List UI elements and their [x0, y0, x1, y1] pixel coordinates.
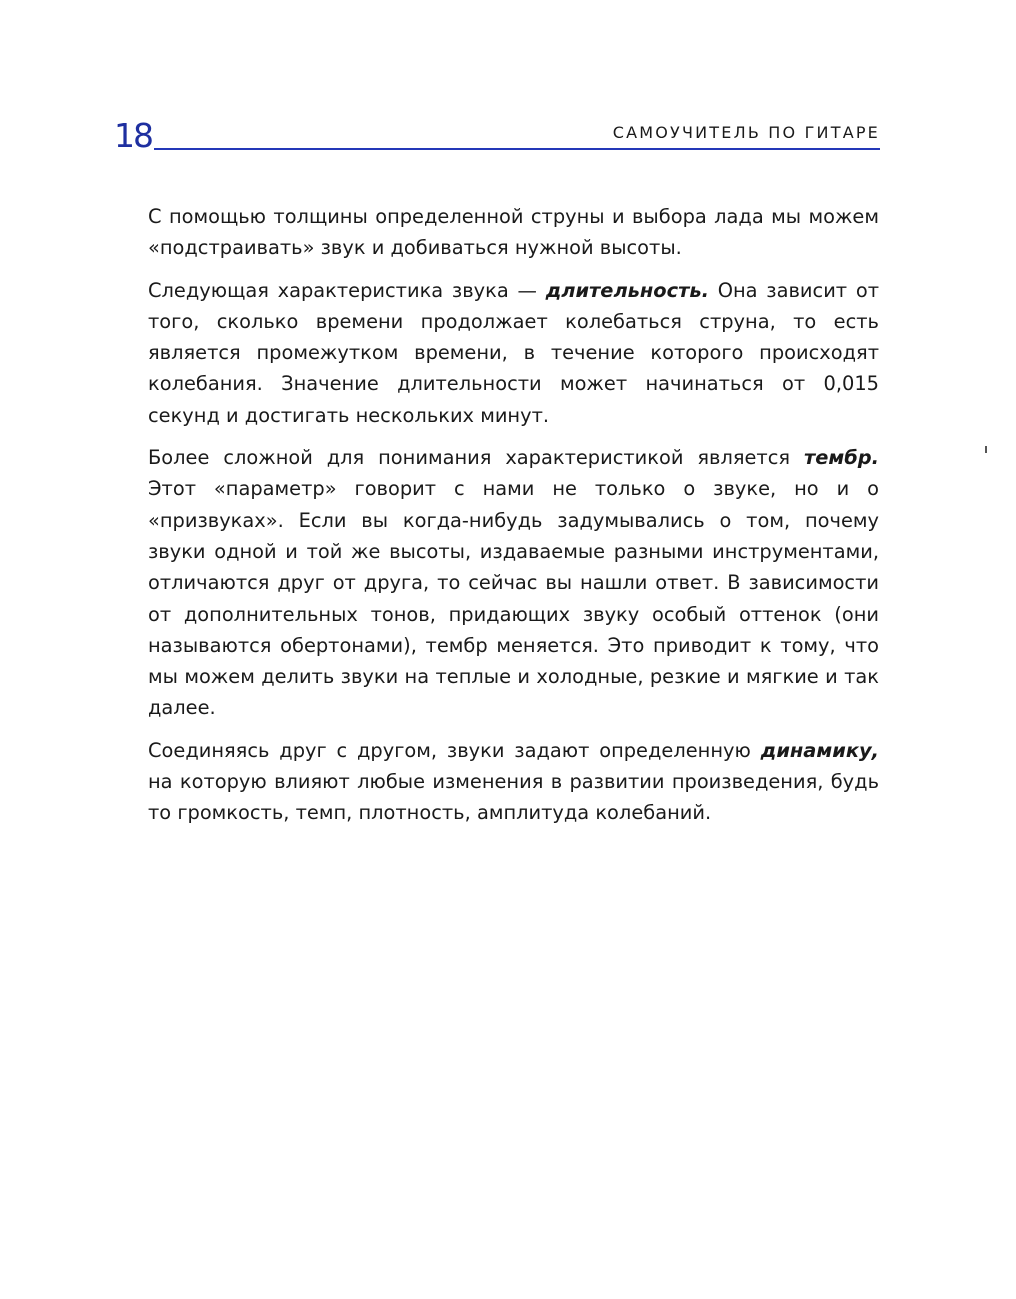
paragraph-text-before: Более сложной для понимания характеристикой является	[148, 446, 804, 470]
term-dynamics: динамику,	[760, 738, 879, 762]
paragraph-pitch	[148, 201, 879, 264]
paragraph-text-after: Она зависит от того, сколько времени продолжает колебаться струна, то есть является промежутком времени, в течение которого происходят колебания. Значение длительности может начинаться от 0,015 секунд и достигать нескольких минут.	[148, 278, 879, 427]
paragraph-timbre	[148, 442, 879, 724]
paragraph-duration	[148, 275, 879, 431]
paragraph-text: С помощью толщины определенной струны и выбора лада мы можем «подстраивать» звук и добиваться нужной высоты.	[148, 205, 879, 260]
body-text	[148, 201, 879, 840]
header-rule	[154, 148, 880, 150]
paragraph-text-before: Соединяясь друг с другом, звуки задают определенную	[148, 738, 761, 762]
term-timbre: тембр.	[803, 446, 879, 470]
running-title: САМОУЧИТЕЛЬ ПО ГИТАРЕ	[612, 123, 880, 142]
paragraph-dynamics	[148, 735, 879, 829]
paragraph-text-after: на которую влияют любые изменения в развитии произведения, будь то громкость, темп, плотность, амплитуда колебаний.	[148, 770, 879, 825]
page-edge-mark	[985, 446, 987, 453]
page-number: 18	[114, 116, 152, 155]
term-duration: длительность.	[545, 278, 709, 302]
paragraph-text-before: Следующая характеристика звука —	[148, 278, 546, 302]
paragraph-text-after: Этот «параметр» говорит с нами не только о звуке, но и о «призвуках». Если вы когда-нибудь задумывались о том, почему звуки одной и той же высоты, издаваемые разными инструментами, отличаются друг от друга, то сейчас вы нашли ответ. В зависимости от дополнительных тонов, придающих звуку особый оттенок (они называются обертонами), тембр меняется. Это приводит к тому, что мы можем делить звуки на теплые и холодные, резкие и мягкие и так далее.	[148, 477, 879, 720]
page-header	[114, 116, 880, 156]
